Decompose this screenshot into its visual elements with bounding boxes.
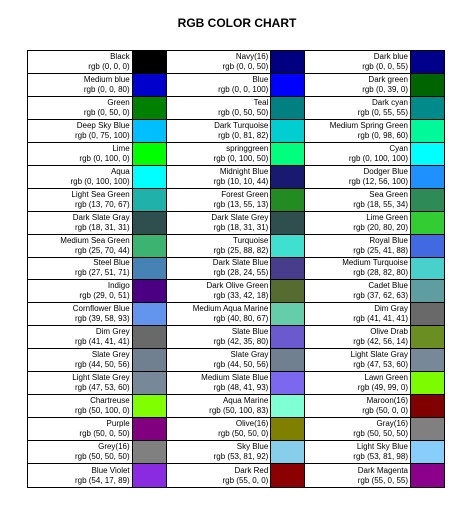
- color-swatch: [270, 418, 304, 440]
- color-swatch: [410, 189, 444, 211]
- color-entry-text: [28, 418, 132, 440]
- color-entry-text: [167, 74, 271, 96]
- color-name: Forest Green: [221, 189, 269, 199]
- color-entry: [305, 441, 444, 464]
- color-entry: [305, 189, 444, 212]
- color-entry: [305, 120, 444, 143]
- color-rgb-value: rgb (25, 88, 82): [213, 245, 269, 255]
- color-rgb-value: rgb (13, 70, 67): [74, 199, 130, 209]
- color-swatch: [132, 418, 166, 440]
- color-swatch: [132, 349, 166, 371]
- color-entry: [28, 212, 167, 235]
- color-rgb-value: rgb (41, 41, 41): [74, 337, 130, 347]
- color-entry: [167, 120, 306, 143]
- color-swatch: [270, 235, 304, 257]
- color-name: Light Slate Gray: [350, 350, 408, 360]
- color-entry-text: [167, 349, 271, 371]
- color-name: Medium blue: [83, 74, 130, 84]
- color-name: Dim Gray: [374, 304, 408, 314]
- color-name: Sea Green: [369, 189, 408, 199]
- color-entry: [167, 74, 306, 97]
- color-entry: [167, 143, 306, 166]
- color-entry-text: [28, 166, 132, 188]
- color-rgb-value: rgb (0, 0, 80): [83, 84, 130, 94]
- color-rgb-value: rgb (44, 50, 56): [74, 360, 130, 370]
- color-name: Dark Slate Gray: [72, 212, 130, 222]
- color-entry: [305, 395, 444, 418]
- color-swatch: [270, 51, 304, 73]
- color-rgb-value: rgb (55, 0, 0): [222, 475, 269, 485]
- color-entry: [28, 326, 167, 349]
- color-rgb-value: rgb (0, 100, 100): [70, 176, 130, 186]
- color-entry-text: [167, 97, 271, 119]
- color-entry-text: [305, 120, 410, 142]
- color-swatch: [410, 280, 444, 302]
- color-swatch: [132, 326, 166, 348]
- color-rgb-value: rgb (37, 62, 63): [353, 291, 408, 301]
- color-entry: [28, 395, 167, 418]
- color-rgb-value: rgb (18, 55, 34): [353, 199, 408, 209]
- color-rgb-value: rgb (53, 81, 92): [213, 452, 269, 462]
- color-rgb-value: rgb (0, 39, 0): [362, 84, 408, 94]
- page-title: RGB COLOR CHART: [177, 16, 297, 30]
- color-name: Midnight Blue: [219, 166, 269, 176]
- color-swatch: [132, 372, 166, 394]
- color-name: Green: [107, 97, 130, 107]
- color-rgb-value: rgb (53, 81, 98): [353, 452, 408, 462]
- color-entry: [167, 189, 306, 212]
- color-swatch: [132, 280, 166, 302]
- color-name: Purple: [106, 419, 130, 429]
- color-entry-text: [167, 441, 271, 463]
- color-entry-text: [167, 372, 271, 394]
- color-entry-text: [167, 143, 271, 165]
- color-entry: [305, 235, 444, 258]
- color-rgb-value: rgb (18, 31, 31): [213, 222, 269, 232]
- color-entry: [305, 143, 444, 166]
- color-swatch: [270, 349, 304, 371]
- color-entry: [28, 120, 167, 143]
- color-entry: [28, 303, 167, 326]
- color-entry-text: [305, 418, 410, 440]
- color-entry: [167, 303, 306, 326]
- color-name: Slate Grey: [91, 350, 130, 360]
- color-name: Aqua: [110, 166, 130, 176]
- color-rgb-value: rgb (28, 82, 80): [353, 268, 408, 278]
- color-name: Slate Blue: [231, 327, 269, 337]
- color-swatch: [132, 303, 166, 325]
- color-rgb-value: rgb (44, 50, 56): [213, 360, 269, 370]
- color-entry-text: [167, 235, 271, 257]
- color-name: Dark Red: [234, 465, 269, 475]
- color-rgb-value: rgb (47, 53, 60): [74, 383, 130, 393]
- color-rgb-value: rgb (39, 58, 93): [74, 314, 130, 324]
- color-rgb-value: rgb (0, 100, 50): [213, 153, 269, 163]
- color-name: Royal Blue: [369, 235, 408, 245]
- color-entry-text: [167, 51, 271, 73]
- color-rgb-value: rgb (13, 55, 13): [213, 199, 269, 209]
- color-swatch: [132, 97, 166, 119]
- color-rgb-value: rgb (18, 31, 31): [74, 222, 130, 232]
- color-entry-text: [28, 372, 132, 394]
- color-name: Lime Green: [366, 212, 408, 222]
- color-swatch: [270, 212, 304, 234]
- color-entry: [305, 51, 444, 74]
- color-name: Medium Slate Blue: [201, 373, 269, 383]
- color-swatch: [410, 326, 444, 348]
- color-name: Gray(16): [376, 419, 408, 429]
- color-rgb-value: rgb (0, 50, 50): [218, 107, 269, 117]
- color-entry: [305, 349, 444, 372]
- color-name: Medium Turquoise: [342, 258, 408, 268]
- color-swatch: [410, 74, 444, 96]
- color-rgb-value: rgb (0, 50, 0): [83, 107, 130, 117]
- color-swatch: [270, 143, 304, 165]
- color-entry-text: [167, 189, 271, 211]
- color-swatch: [132, 74, 166, 96]
- color-name: Dark Magenta: [357, 465, 408, 475]
- color-entry: [28, 51, 167, 74]
- color-rgb-value: rgb (0, 0, 55): [362, 61, 408, 71]
- color-chart-table: [27, 50, 445, 488]
- color-entry-text: [305, 189, 410, 211]
- color-swatch: [410, 441, 444, 463]
- color-swatch: [410, 349, 444, 371]
- color-entry-text: [28, 349, 132, 371]
- color-entry-text: [305, 143, 410, 165]
- color-entry-text: [167, 166, 271, 188]
- color-entry: [305, 258, 444, 281]
- color-name: Deep Sky Blue: [76, 120, 130, 130]
- color-name: Olive Drab: [370, 327, 408, 337]
- color-entry: [167, 280, 306, 303]
- color-name: springgreen: [226, 143, 269, 153]
- color-entry-text: [28, 74, 132, 96]
- color-entry: [28, 372, 167, 395]
- color-name: Dark Olive Green: [206, 281, 269, 291]
- color-entry-text: [167, 120, 271, 142]
- color-name: Slate Gray: [230, 350, 269, 360]
- color-entry-text: [28, 280, 132, 302]
- color-entry: [28, 97, 167, 120]
- color-name: Cyan: [389, 143, 408, 153]
- color-name: Olive(16): [235, 419, 269, 429]
- color-entry-text: [28, 189, 132, 211]
- color-rgb-value: rgb (49, 99, 0): [357, 383, 408, 393]
- color-rgb-value: rgb (41, 41, 41): [353, 314, 408, 324]
- color-swatch: [410, 166, 444, 188]
- color-entry: [28, 464, 167, 487]
- color-name: Medium Aqua Marine: [192, 304, 269, 314]
- color-name: Steel Blue: [93, 258, 130, 268]
- color-swatch: [270, 280, 304, 302]
- color-entry-text: [28, 441, 132, 463]
- color-entry-text: [305, 464, 410, 487]
- color-entry: [28, 258, 167, 281]
- color-rgb-value: rgb (25, 70, 44): [74, 245, 130, 255]
- color-entry-text: [167, 326, 271, 348]
- color-rgb-value: rgb (47, 53, 60): [353, 360, 408, 370]
- color-entry-text: [305, 441, 410, 463]
- color-name: Sky Blue: [236, 442, 269, 452]
- color-entry-text: [28, 97, 132, 119]
- color-swatch: [270, 464, 304, 487]
- color-entry: [167, 464, 306, 487]
- color-entry-text: [305, 74, 410, 96]
- color-rgb-value: rgb (0, 81, 82): [218, 130, 269, 140]
- color-swatch: [132, 258, 166, 280]
- color-rgb-value: rgb (28, 24, 55): [213, 268, 269, 278]
- color-entry-text: [305, 280, 410, 302]
- color-rgb-value: rgb (50, 50, 50): [74, 452, 130, 462]
- color-entry: [305, 74, 444, 97]
- color-entry: [28, 74, 167, 97]
- color-entry: [305, 97, 444, 120]
- color-entry-text: [305, 97, 410, 119]
- color-entry-text: [28, 212, 132, 234]
- color-entry-text: [305, 395, 410, 417]
- color-rgb-value: rgb (50, 100, 0): [74, 406, 130, 416]
- color-swatch: [410, 235, 444, 257]
- color-rgb-value: rgb (0, 0, 50): [222, 61, 269, 71]
- color-name: Maroon(16): [366, 396, 408, 406]
- color-entry-text: [28, 51, 132, 73]
- color-entry: [305, 280, 444, 303]
- color-rgb-value: rgb (25, 41, 88): [353, 245, 408, 255]
- color-rgb-value: rgb (42, 56, 14): [353, 337, 408, 347]
- color-swatch: [270, 303, 304, 325]
- color-entry: [305, 212, 444, 235]
- color-entry-text: [305, 372, 410, 394]
- color-rgb-value: rgb (50, 50, 50): [353, 429, 408, 439]
- color-entry: [28, 143, 167, 166]
- color-rgb-value: rgb (27, 51, 71): [74, 268, 130, 278]
- color-swatch: [270, 395, 304, 417]
- color-name: Light Sky Blue: [356, 442, 408, 452]
- color-rgb-value: rgb (54, 17, 89): [74, 475, 130, 485]
- color-name: Chartreuse: [90, 396, 130, 406]
- color-rgb-value: rgb (48, 41, 93): [213, 383, 269, 393]
- color-name: Light Sea Green: [71, 189, 130, 199]
- color-entry: [28, 418, 167, 441]
- color-swatch: [270, 441, 304, 463]
- color-name: Teal: [253, 97, 269, 107]
- color-entry: [305, 372, 444, 395]
- color-entry-text: [167, 464, 271, 487]
- color-name: Black: [110, 51, 130, 61]
- color-swatch: [410, 303, 444, 325]
- color-rgb-value: rgb (10, 10, 44): [213, 176, 269, 186]
- color-entry: [167, 212, 306, 235]
- color-rgb-value: rgb (0, 0, 100): [218, 84, 269, 94]
- color-entry-text: [305, 303, 410, 325]
- color-entry-text: [305, 51, 410, 73]
- color-rgb-value: rgb (50, 50, 0): [218, 429, 269, 439]
- color-name: Dark Slate Grey: [211, 212, 269, 222]
- color-entry: [167, 372, 306, 395]
- color-swatch: [410, 418, 444, 440]
- color-name: Dark blue: [373, 51, 408, 61]
- color-swatch: [270, 166, 304, 188]
- color-swatch: [410, 212, 444, 234]
- color-entry: [167, 349, 306, 372]
- color-rgb-value: rgb (40, 80, 67): [213, 314, 269, 324]
- color-rgb-value: rgb (50, 0, 0): [362, 406, 408, 416]
- color-rgb-value: rgb (33, 42, 18): [213, 291, 269, 301]
- color-swatch: [132, 464, 166, 487]
- color-entry-text: [28, 464, 132, 487]
- color-name: Indigo: [107, 281, 130, 291]
- color-entry: [167, 326, 306, 349]
- color-entry: [167, 418, 306, 441]
- color-swatch: [132, 143, 166, 165]
- color-entry: [305, 303, 444, 326]
- color-entry: [167, 166, 306, 189]
- color-entry-text: [167, 418, 271, 440]
- color-entry: [167, 441, 306, 464]
- color-name: Lime: [112, 143, 130, 153]
- color-name: Cornflower Blue: [72, 304, 130, 314]
- color-rgb-value: rgb (0, 0, 0): [88, 61, 130, 71]
- color-swatch: [270, 97, 304, 119]
- color-entry-text: [167, 258, 271, 280]
- color-entry-text: [167, 395, 271, 417]
- color-name: Dark green: [368, 74, 408, 84]
- color-entry-text: [28, 326, 132, 348]
- color-swatch: [410, 143, 444, 165]
- color-name: Light Slate Grey: [72, 373, 130, 383]
- color-entry-text: [28, 235, 132, 257]
- color-entry: [305, 166, 444, 189]
- color-name: Navy(16): [235, 51, 269, 61]
- color-entry-text: [167, 212, 271, 234]
- color-entry-text: [305, 258, 410, 280]
- color-name: Dark cyan: [371, 97, 408, 107]
- color-entry-text: [28, 303, 132, 325]
- color-rgb-value: rgb (0, 100, 100): [348, 153, 408, 163]
- color-name: Dark Turquoise: [214, 120, 269, 130]
- color-swatch: [132, 166, 166, 188]
- color-name: Medium Spring Green: [329, 120, 408, 130]
- color-swatch: [132, 441, 166, 463]
- color-swatch: [270, 326, 304, 348]
- color-entry: [28, 349, 167, 372]
- color-entry-text: [305, 349, 410, 371]
- color-name: Blue Violet: [91, 465, 130, 475]
- color-entry: [28, 166, 167, 189]
- color-swatch: [270, 120, 304, 142]
- color-entry: [28, 441, 167, 464]
- color-entry: [167, 51, 306, 74]
- color-rgb-value: rgb (55, 0, 55): [357, 475, 408, 485]
- color-entry: [28, 280, 167, 303]
- color-entry-text: [305, 326, 410, 348]
- color-name: Lawn Green: [364, 373, 408, 383]
- color-entry-text: [305, 166, 410, 188]
- color-name: Cadet Blue: [368, 281, 408, 291]
- color-entry: [28, 235, 167, 258]
- color-swatch: [410, 258, 444, 280]
- color-swatch: [132, 235, 166, 257]
- color-swatch: [410, 120, 444, 142]
- color-swatch: [270, 189, 304, 211]
- color-name: Dark Slate Blue: [212, 258, 269, 268]
- color-swatch: [410, 51, 444, 73]
- color-swatch: [132, 395, 166, 417]
- color-entry: [305, 326, 444, 349]
- color-entry: [305, 418, 444, 441]
- color-swatch: [410, 395, 444, 417]
- color-entry-text: [28, 143, 132, 165]
- color-entry: [167, 235, 306, 258]
- color-rgb-value: rgb (0, 75, 100): [74, 130, 130, 140]
- color-swatch: [410, 97, 444, 119]
- color-rgb-value: rgb (50, 0, 50): [79, 429, 130, 439]
- color-swatch: [132, 212, 166, 234]
- color-name: Grey(16): [98, 442, 130, 452]
- color-rgb-value: rgb (0, 55, 55): [357, 107, 408, 117]
- color-entry: [167, 97, 306, 120]
- color-swatch: [132, 120, 166, 142]
- color-entry: [305, 464, 444, 487]
- color-name: Blue: [252, 74, 269, 84]
- color-name: Dim Grey: [95, 327, 130, 337]
- color-name: Turquoise: [233, 235, 269, 245]
- color-rgb-value: rgb (0, 98, 60): [357, 130, 408, 140]
- color-entry-text: [28, 120, 132, 142]
- color-swatch: [410, 372, 444, 394]
- color-entry-text: [28, 258, 132, 280]
- color-swatch: [410, 464, 444, 487]
- color-entry-text: [305, 235, 410, 257]
- color-swatch: [132, 51, 166, 73]
- color-rgb-value: rgb (12, 56, 100): [348, 176, 408, 186]
- color-swatch: [132, 189, 166, 211]
- color-name: Dodger Blue: [363, 166, 408, 176]
- color-entry-text: [167, 303, 271, 325]
- color-name: Aqua Marine: [222, 396, 269, 406]
- color-rgb-value: rgb (0, 100, 0): [79, 153, 130, 163]
- color-rgb-value: rgb (50, 100, 83): [209, 406, 269, 416]
- color-entry-text: [305, 212, 410, 234]
- color-name: Medium Sea Green: [60, 235, 130, 245]
- color-rgb-value: rgb (29, 0, 51): [79, 291, 130, 301]
- color-entry-text: [167, 280, 271, 302]
- color-entry: [167, 258, 306, 281]
- color-entry: [167, 395, 306, 418]
- color-swatch: [270, 258, 304, 280]
- color-swatch: [270, 74, 304, 96]
- color-rgb-value: rgb (42, 35, 80): [213, 337, 269, 347]
- color-entry: [28, 189, 167, 212]
- color-rgb-value: rgb (20, 80, 20): [353, 222, 408, 232]
- color-entry-text: [28, 395, 132, 417]
- color-swatch: [270, 372, 304, 394]
